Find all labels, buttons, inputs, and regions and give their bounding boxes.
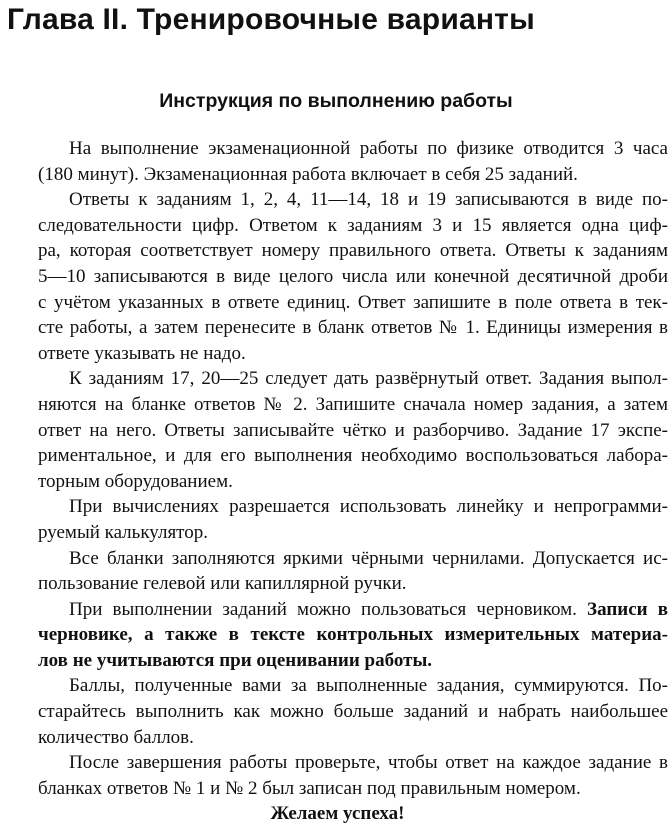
text-line: количество баллов. — [38, 726, 194, 748]
text-line: ответ на него. Ответы записывайте чётко и разборчиво. Задание 17 экспе- — [38, 419, 668, 441]
paragraph-check — [7, 750, 668, 801]
paragraph-calculator — [7, 494, 668, 545]
paragraph-short-answers — [7, 187, 668, 366]
text-line: (180 минут). Экзаменационная работа включает в себя 25 заданий. — [38, 163, 578, 185]
paragraph-extended-answers — [7, 366, 668, 494]
text-line: няются на бланке ответов № 2. Запишите сначала номер задания, а затем — [38, 393, 668, 415]
paragraph-draft — [7, 597, 668, 674]
text-line: Баллы, полученные вами за выполненные задания, суммируются. По- — [69, 675, 668, 697]
text-line: 5—10 записываются в виде целого числа или конечной десятичной дроби — [38, 265, 668, 287]
bold-text-line: лов не учитываются при оценивании работы. — [38, 649, 433, 671]
text-line: К заданиям 17, 20—25 следует дать развёрнутый ответ. Задания выпол- — [69, 368, 668, 390]
text-line: бланках ответов № 1 и № 2 был записан под правильным номером. — [38, 777, 581, 799]
bold-text-line: черновике, а также в тексте контрольных измерительных материа- — [38, 624, 668, 646]
text-line: торным оборудованием. — [38, 470, 233, 492]
text-line: Ответы к заданиям 1, 2, 4, 11—14, 18 и 19 записываются в виде по- — [69, 189, 668, 211]
paragraph-ink — [7, 546, 668, 597]
closing-wish: Желаем успеха! — [270, 803, 405, 825]
text-line: следовательности цифр. Ответом к заданиям 3 и 15 является одна циф- — [38, 214, 668, 236]
text-line: риментальное, и для его выполнения необходимо воспользоваться лабора- — [38, 445, 668, 467]
instruction-body — [7, 136, 668, 827]
chapter-title: Глава II. Тренировочные варианты — [7, 3, 535, 36]
text-line: На выполнение экзаменационной работы по физике отводится 3 часа — [69, 138, 668, 159]
text-line: Все бланки заполняются яркими чёрными чернилами. Допускается ис- — [69, 547, 668, 569]
paragraph-time — [7, 136, 668, 187]
text-segment: При выполнении заданий можно пользоваться черновиком. — [69, 598, 577, 620]
text-line: ответе указывать не надо. — [38, 342, 246, 364]
text-line: ра, которая соответствует номеру правильного ответа. Ответы к заданиям — [38, 240, 668, 262]
section-title: Инструкция по выполнению работы — [159, 90, 513, 112]
bold-text-segment: Записи в — [587, 598, 668, 620]
text-line: пользование гелевой или капиллярной ручки. — [38, 573, 407, 595]
text-line — [7, 597, 668, 623]
text-line: с учётом указанных в ответе единиц. Ответ запишите в поле ответа в тек- — [38, 291, 668, 313]
text-line: При вычислениях разрешается использовать линейку и непрограмми- — [69, 496, 668, 518]
text-line: После завершения работы проверьте, чтобы ответ на каждое задание в — [69, 752, 668, 774]
text-line: руемый калькулятор. — [38, 521, 208, 543]
text-line: старайтесь выполнить как можно больше заданий и набрать наибольшее — [38, 701, 668, 723]
paragraph-scores — [7, 673, 668, 750]
text-line: сте работы, а затем перенесите в бланк ответов № 1. Единицы измерения в — [38, 317, 668, 339]
